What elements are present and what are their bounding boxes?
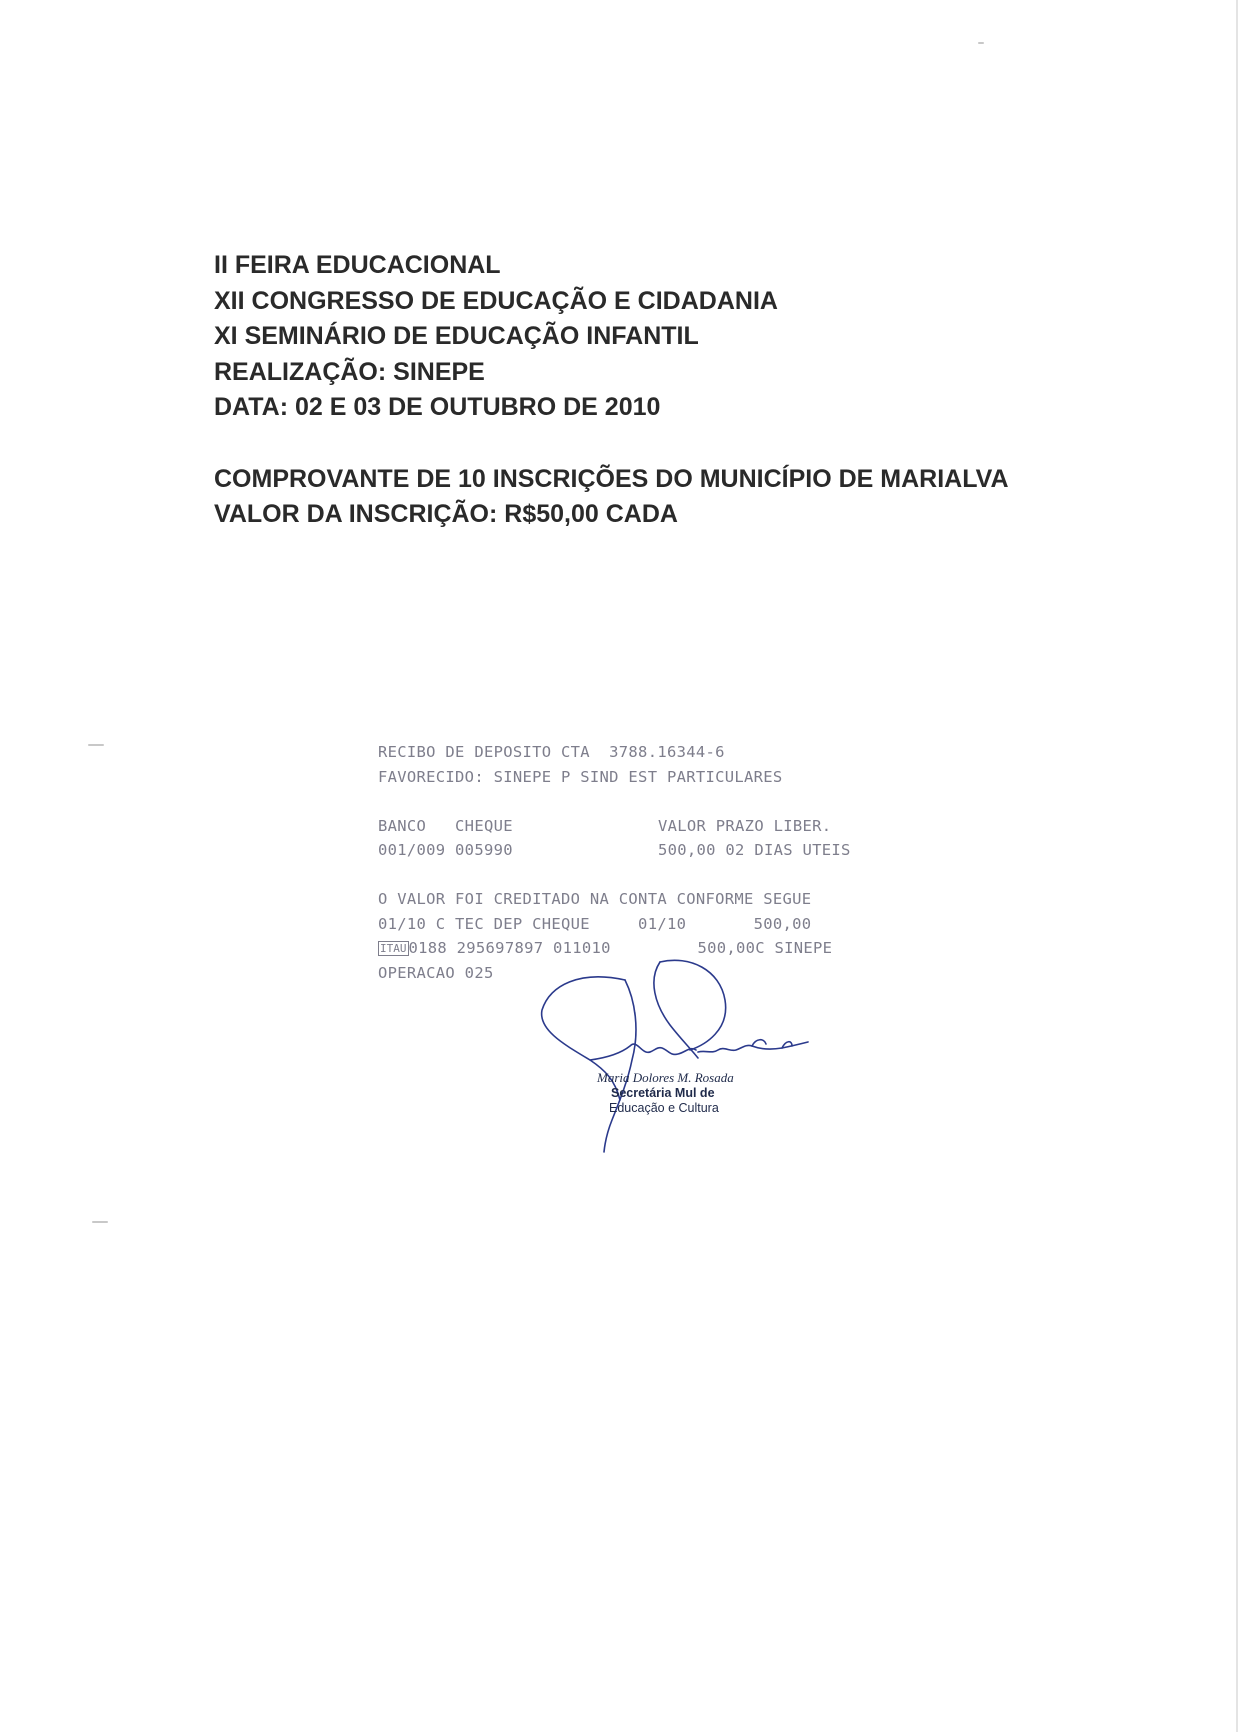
receipt-account-line: RECIBO DE DEPOSITO CTA 3788.16344-6 bbox=[378, 743, 725, 761]
itau-logo: ITAU bbox=[380, 942, 407, 955]
receipt-payee-line: FAVORECIDO: SINEPE P SIND EST PARTICULARES bbox=[378, 767, 783, 786]
receipt-reference-text: 0188 295697897 011010 500,00C SINEPE bbox=[408, 939, 833, 957]
receipt-title: COMPROVANTE DE 10 INSCRIÇÕES DO MUNICÍPIO DE MARIALVA bbox=[214, 464, 1009, 493]
event-line-date: DATA: 02 E 03 DE OUTUBRO DE 2010 bbox=[214, 393, 661, 421]
receipt-value-term-header: VALOR PRAZO LIBER. bbox=[658, 816, 832, 835]
event-line-congress: XII CONGRESSO DE EDUCAÇÃO E CIDADANIA bbox=[214, 286, 778, 315]
fee-line: VALOR DA INSCRIÇÃO: R$50,00 CADA bbox=[214, 500, 678, 528]
event-line-seminar: XI SEMINÁRIO DE EDUCAÇÃO INFANTIL bbox=[214, 322, 699, 350]
event-header bbox=[214, 248, 1174, 533]
receipt-column-headers bbox=[378, 814, 998, 839]
scan-edge-line bbox=[1236, 0, 1238, 1732]
official-stamp bbox=[597, 1070, 797, 1117]
receipt-operation-line: OPERACAO 025 bbox=[378, 963, 494, 982]
stamp-department: Educação e Cultura bbox=[609, 1101, 719, 1115]
receipt-bank-cheque-header: BANCO CHEQUE bbox=[378, 816, 513, 835]
scan-speck bbox=[978, 42, 984, 44]
bank-deposit-receipt bbox=[378, 740, 998, 985]
receipt-value-term-value: 500,00 02 DIAS UTEIS bbox=[658, 841, 851, 859]
receipt-spacer bbox=[378, 789, 998, 814]
stamp-title: Secretária Mul de bbox=[611, 1085, 715, 1100]
scan-speck bbox=[88, 744, 104, 746]
header-spacer bbox=[214, 426, 1174, 462]
receipt-column-values bbox=[378, 838, 998, 863]
event-line-fair: II FEIRA EDUCACIONAL bbox=[214, 251, 501, 279]
receipt-spacer bbox=[378, 863, 998, 888]
stamp-name: Maria Dolores M. Rosada bbox=[597, 1070, 734, 1085]
handwritten-signature bbox=[520, 950, 840, 1160]
scan-speck bbox=[92, 1221, 108, 1223]
receipt-bank-cheque-value: 001/009 005990 bbox=[378, 841, 513, 859]
signature-icon bbox=[520, 950, 840, 1160]
event-line-organizer: REALIZAÇÃO: SINEPE bbox=[214, 357, 485, 386]
receipt-entry-line: 01/10 C TEC DEP CHEQUE 01/10 500,00 bbox=[378, 914, 812, 933]
receipt-credit-line: O VALOR FOI CREDITADO NA CONTA CONFORME SEGUE bbox=[378, 890, 812, 908]
